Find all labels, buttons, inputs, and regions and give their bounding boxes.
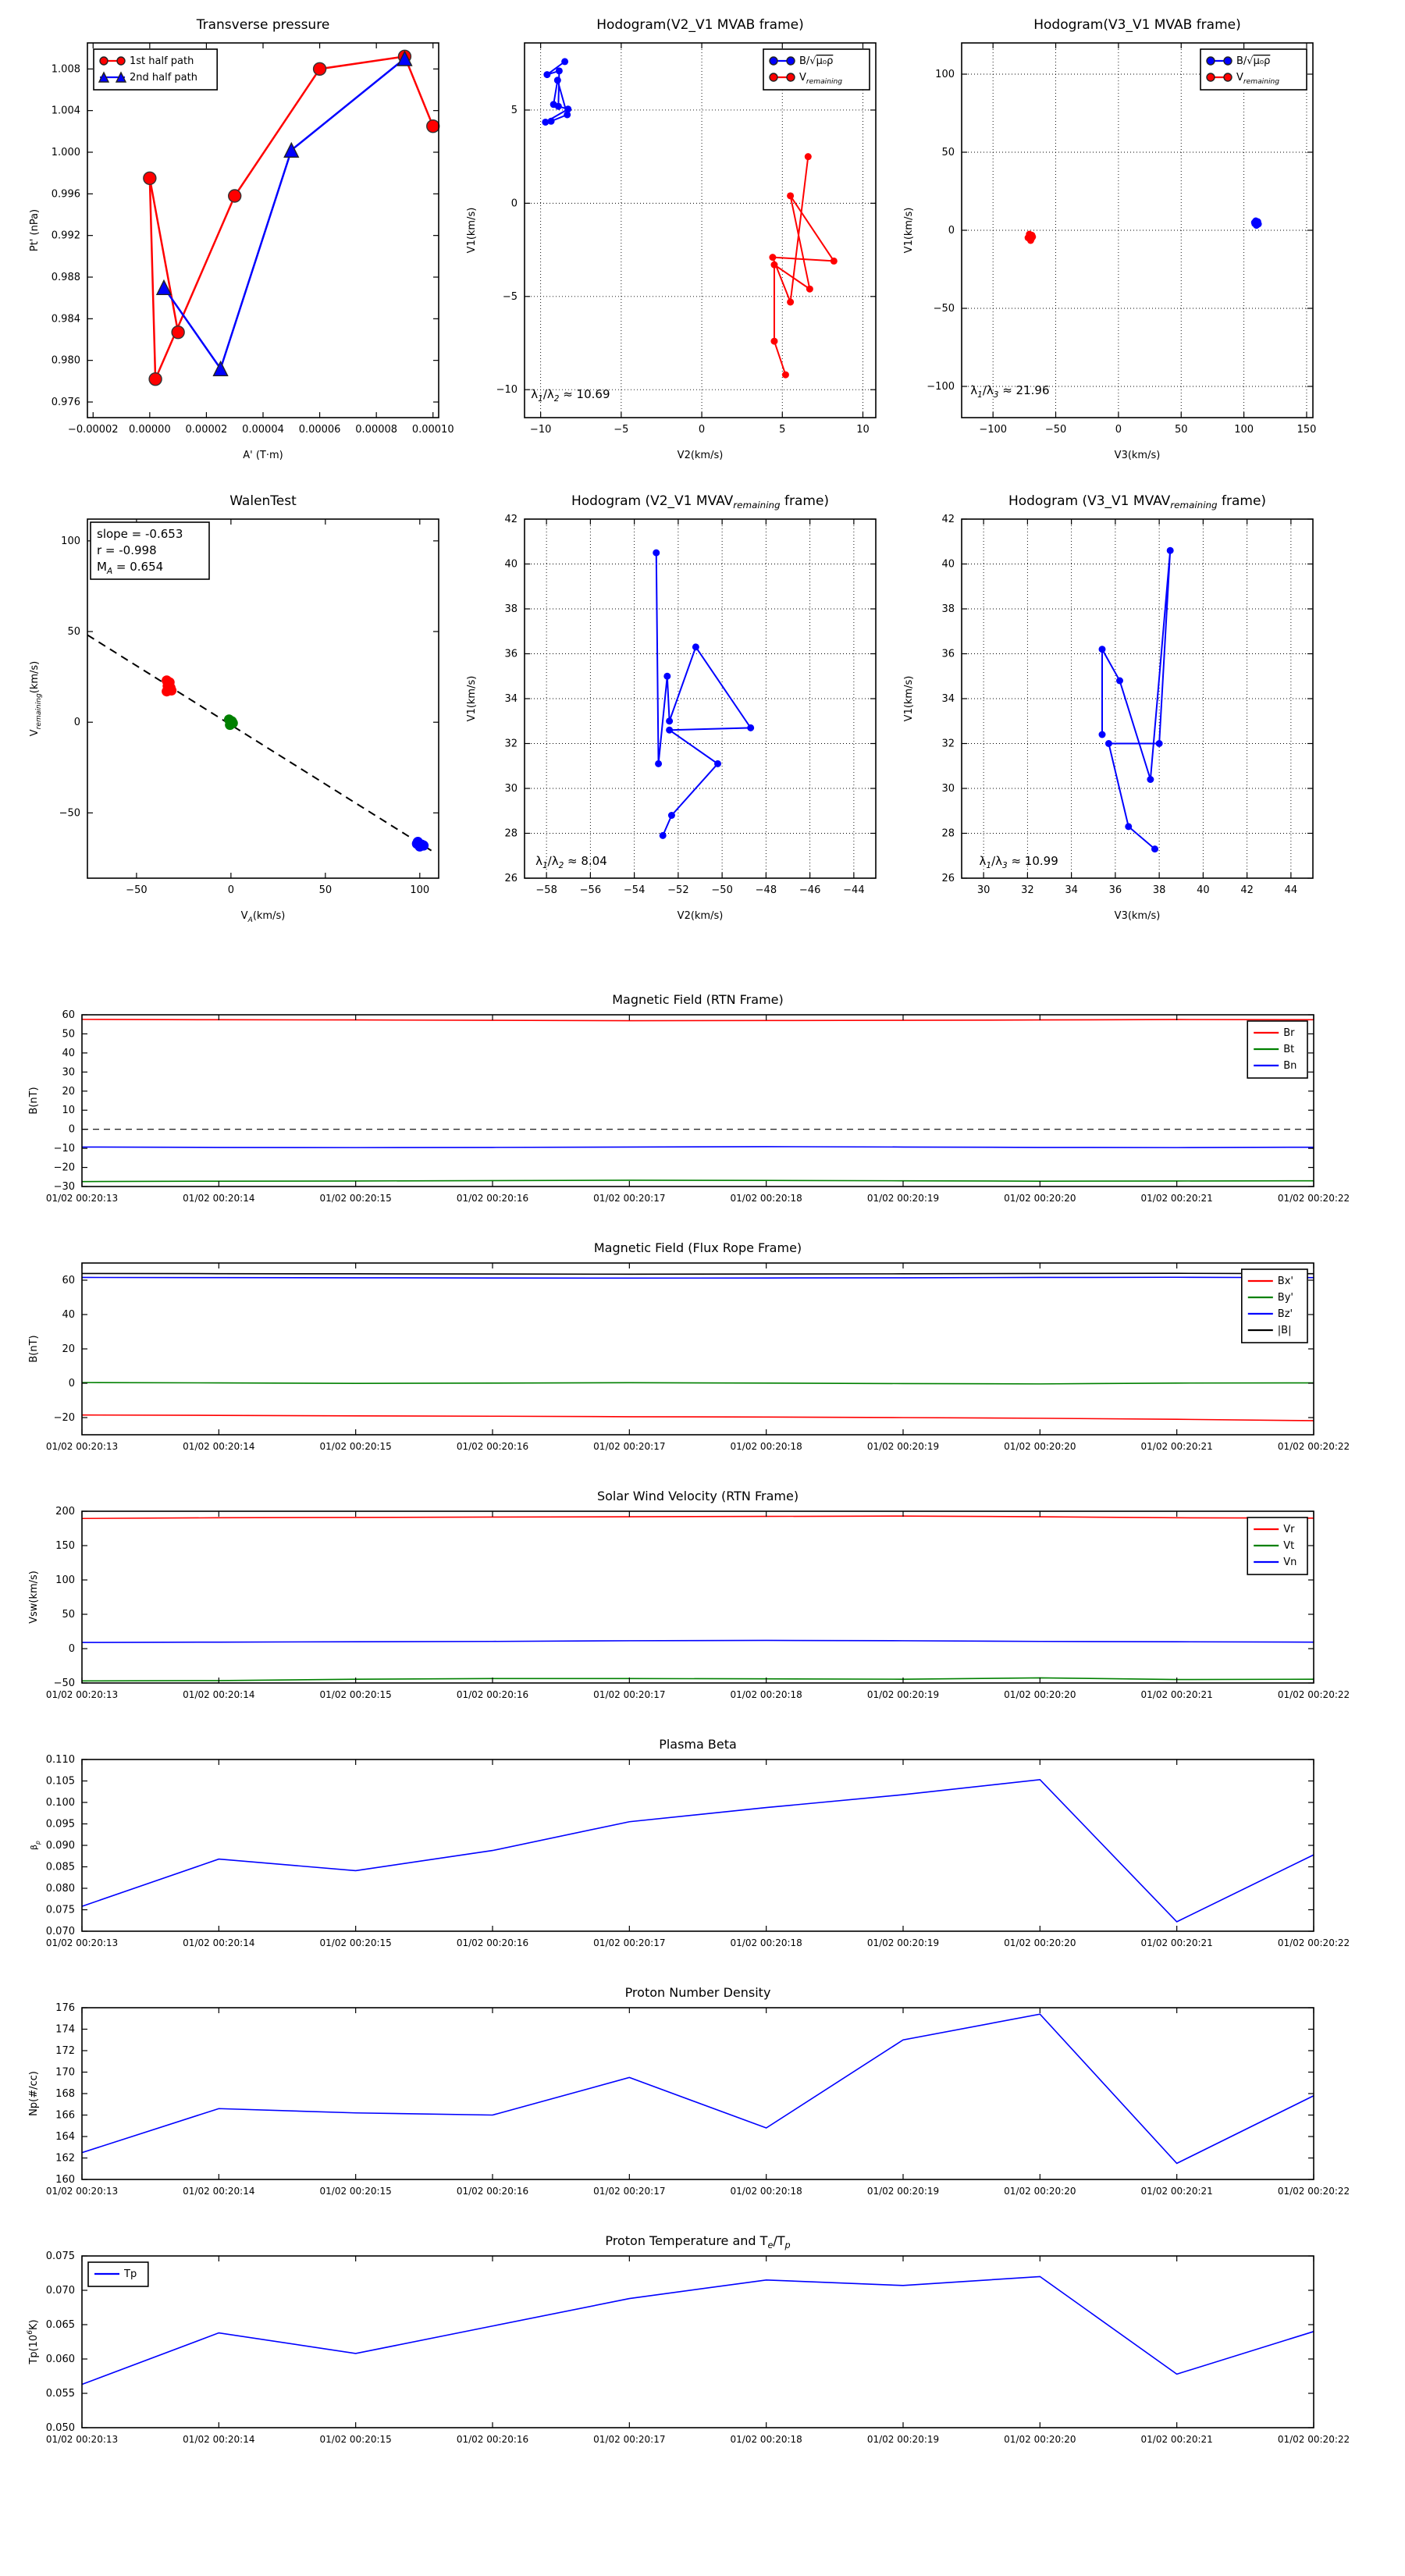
x-tick-label: 01/02 00:20:15 xyxy=(319,1689,392,1700)
y-tick-label: 160 xyxy=(55,2174,75,2186)
chart-hodogram-v3v1-mvav xyxy=(903,493,1313,922)
y-tick-label: 0.095 xyxy=(45,1818,75,1831)
y-tick-label: 5 xyxy=(510,104,518,116)
x-tick-label: 36 xyxy=(1108,884,1122,896)
x-axis-label: A' (T·m) xyxy=(243,450,283,461)
x-tick-label: 0.00006 xyxy=(298,424,341,436)
x-tick-label: 0 xyxy=(1115,424,1122,436)
y-tick-label: 0.988 xyxy=(51,272,80,283)
y-tick-label: 38 xyxy=(941,603,955,615)
annotation: $\lambda_1/\lambda_3 \approx 21.96$ xyxy=(970,383,1050,400)
x-tick-label: 01/02 00:20:18 xyxy=(730,1441,802,1452)
y-tick-label: 32 xyxy=(941,738,955,750)
x-tick-label: 01/02 00:20:17 xyxy=(593,1441,666,1452)
y-tick-label: 0.980 xyxy=(51,354,80,367)
x-tick-label: 0.00000 xyxy=(128,424,171,436)
x-tick-label: 01/02 00:20:22 xyxy=(1277,2186,1350,2197)
legend-label: |B| xyxy=(1277,1325,1292,1336)
legend-label: Vr xyxy=(1283,1524,1295,1535)
x-tick-label: 150 xyxy=(1297,424,1317,436)
x-tick-label: −0.00002 xyxy=(67,424,119,436)
x-tick-label: 01/02 00:20:14 xyxy=(183,1937,255,1948)
x-tick-label: −48 xyxy=(755,884,777,896)
y-tick-label: −10 xyxy=(53,1143,75,1155)
x-tick-label: 01/02 00:20:20 xyxy=(1004,1689,1076,1700)
y-tick-label: 0 xyxy=(68,1643,75,1655)
x-tick-label: 34 xyxy=(1065,884,1078,896)
y-axis-label: B(nT) xyxy=(28,1087,40,1115)
y-tick-label: 0.065 xyxy=(45,2319,75,2331)
y-tick-label: −30 xyxy=(53,1181,75,1193)
x-tick-label: 01/02 00:20:21 xyxy=(1140,1441,1213,1452)
x-tick-label: 01/02 00:20:14 xyxy=(183,1689,255,1700)
annotation: $\lambda_1/\lambda_3 \approx 10.99$ xyxy=(979,853,1058,870)
x-tick-label: 100 xyxy=(1234,424,1254,436)
x-tick-label: 10 xyxy=(856,424,870,436)
chart-transverse-pressure xyxy=(29,17,454,461)
x-tick-label: 01/02 00:20:20 xyxy=(1004,2434,1076,2445)
x-tick-label: 01/02 00:20:21 xyxy=(1140,1193,1213,1204)
y-tick-label: 1.000 xyxy=(51,147,80,158)
y-tick-label: 0 xyxy=(73,717,80,729)
x-tick-label: 01/02 00:20:20 xyxy=(1004,1441,1076,1452)
x-tick-label: −100 xyxy=(979,424,1008,436)
y-tick-label: 0.100 xyxy=(45,1797,75,1809)
legend-label: B/√μ₀ρ xyxy=(1236,55,1271,67)
y-tick-label: 34 xyxy=(504,693,518,705)
x-tick-label: 01/02 00:20:17 xyxy=(593,1193,666,1204)
y-tick-label: 50 xyxy=(62,1609,75,1621)
y-tick-label: 100 xyxy=(935,69,955,80)
y-tick-label: 200 xyxy=(55,1506,75,1517)
annotation: $\lambda_1/\lambda_2 \approx 8.04$ xyxy=(535,853,607,870)
x-tick-label: −54 xyxy=(623,884,646,896)
y-tick-label: 30 xyxy=(62,1066,75,1079)
legend-label: Bz' xyxy=(1277,1308,1293,1320)
legend-label: By' xyxy=(1277,1292,1293,1304)
y-axis-label: V1(km/s) xyxy=(466,207,478,254)
x-tick-label: 100 xyxy=(410,884,430,896)
y-tick-label: 30 xyxy=(504,783,518,795)
x-tick-label: −50 xyxy=(711,884,733,896)
y-tick-label: 60 xyxy=(62,1009,75,1021)
y-tick-label: 0.070 xyxy=(45,1926,75,1937)
y-tick-label: 0.080 xyxy=(45,1883,75,1895)
x-tick-label: 01/02 00:20:22 xyxy=(1277,1689,1350,1700)
x-tick-label: 01/02 00:20:16 xyxy=(456,2186,529,2197)
y-axis-label: Np(#/cc) xyxy=(28,2071,40,2116)
x-tick-label: 01/02 00:20:17 xyxy=(593,2434,666,2445)
chart-walen-test xyxy=(29,493,439,924)
y-tick-label: 150 xyxy=(55,1540,75,1552)
x-tick-label: 01/02 00:20:15 xyxy=(319,1937,392,1948)
x-tick-label: 01/02 00:20:15 xyxy=(319,1441,392,1452)
x-tick-label: 5 xyxy=(779,424,786,436)
y-tick-label: 100 xyxy=(61,535,80,547)
x-tick-label: 01/02 00:20:16 xyxy=(456,1441,529,1452)
y-tick-label: 40 xyxy=(941,558,955,571)
y-tick-label: −50 xyxy=(53,1678,75,1689)
x-tick-label: 01/02 00:20:15 xyxy=(319,1193,392,1204)
y-tick-label: 50 xyxy=(941,147,955,158)
x-tick-label: 01/02 00:20:18 xyxy=(730,1193,802,1204)
x-tick-label: 01/02 00:20:14 xyxy=(183,1441,255,1452)
y-tick-label: 26 xyxy=(504,873,518,884)
y-tick-label: 0.075 xyxy=(45,1904,75,1916)
y-tick-label: 30 xyxy=(941,783,955,795)
x-tick-label: 01/02 00:20:18 xyxy=(730,2434,802,2445)
y-axis-label: B(nT) xyxy=(28,1335,40,1363)
x-tick-label: 01/02 00:20:21 xyxy=(1140,1937,1213,1948)
x-tick-label: −58 xyxy=(535,884,557,896)
chart-title: Hodogram (V3_V1 $MVAV_{remaining}$ frame) xyxy=(1008,493,1267,511)
y-tick-label: 0 xyxy=(510,197,518,210)
x-tick-label: −50 xyxy=(1044,424,1067,436)
x-tick-label: 01/02 00:20:19 xyxy=(866,1689,940,1700)
x-tick-label: 01/02 00:20:19 xyxy=(866,1193,940,1204)
x-tick-label: 42 xyxy=(1240,884,1254,896)
y-tick-label: 28 xyxy=(504,827,518,840)
chart-plasma-beta xyxy=(29,1737,1350,1948)
x-axis-label: V2(km/s) xyxy=(677,910,724,922)
x-tick-label: 01/02 00:20:20 xyxy=(1004,1937,1076,1948)
x-tick-label: 50 xyxy=(318,884,333,896)
x-tick-label: 0.00008 xyxy=(355,424,398,436)
x-tick-label: 01/02 00:20:19 xyxy=(866,2186,940,2197)
y-tick-label: 0 xyxy=(68,1123,75,1136)
y-tick-label: 20 xyxy=(62,1343,75,1355)
x-tick-label: 0 xyxy=(227,884,235,896)
legend-label: B/√μ₀ρ xyxy=(799,55,834,67)
y-tick-label: −50 xyxy=(59,807,80,820)
chart-title: Transverse pressure xyxy=(196,17,330,33)
x-tick-label: −44 xyxy=(843,884,865,896)
y-tick-label: 0.060 xyxy=(45,2354,75,2365)
y-tick-label: 0.085 xyxy=(45,1861,75,1873)
y-tick-label: 170 xyxy=(55,2066,75,2079)
x-tick-label: −5 xyxy=(614,424,629,436)
x-tick-label: 50 xyxy=(1174,424,1188,436)
y-tick-label: 0.984 xyxy=(51,313,80,326)
y-axis-label: V1(km/s) xyxy=(466,675,478,722)
y-tick-label: 162 xyxy=(55,2152,75,2165)
x-tick-label: 01/02 00:20:17 xyxy=(593,1937,666,1948)
x-tick-label: 01/02 00:20:18 xyxy=(730,2186,802,2197)
y-tick-label: 166 xyxy=(55,2109,75,2122)
y-tick-label: 0.070 xyxy=(45,2285,75,2297)
y-tick-label: 0 xyxy=(68,1378,75,1389)
x-tick-label: 01/02 00:20:22 xyxy=(1277,2434,1350,2445)
y-tick-label: 1.008 xyxy=(51,63,80,76)
x-tick-label: 01/02 00:20:16 xyxy=(456,2434,529,2445)
chart-b-fluxrope xyxy=(28,1240,1350,1452)
y-axis-label: $V_{remaining}(km/s)$ xyxy=(29,660,43,737)
x-tick-label: 01/02 00:20:19 xyxy=(866,2434,940,2445)
y-tick-label: 0.996 xyxy=(51,188,80,201)
x-tick-label: 01/02 00:20:16 xyxy=(456,1193,529,1204)
x-tick-label: −10 xyxy=(529,424,552,436)
x-tick-label: 40 xyxy=(1197,884,1210,896)
chart-hodogram-v2v1-mvab xyxy=(466,17,876,461)
x-tick-label: 30 xyxy=(976,884,991,896)
x-tick-label: 01/02 00:20:21 xyxy=(1140,2434,1213,2445)
y-tick-label: 0.976 xyxy=(51,397,80,408)
chart-title: Proton Temperature and $T_e/T_p$ xyxy=(605,2233,791,2250)
x-tick-label: 01/02 00:20:19 xyxy=(866,1937,940,1948)
chart-title: Magnetic Field (Flux Rope Frame) xyxy=(593,1240,802,1255)
chart-title: Hodogram (V2_V1 $MVAV_{remaining}$ frame) xyxy=(571,493,830,511)
legend-label: Br xyxy=(1283,1027,1295,1039)
x-tick-label: 01/02 00:20:13 xyxy=(45,2186,119,2197)
y-tick-label: −20 xyxy=(53,1162,75,1174)
x-tick-label: 01/02 00:20:22 xyxy=(1277,1937,1350,1948)
legend-label: Bx' xyxy=(1277,1276,1293,1287)
x-tick-label: 01/02 00:20:15 xyxy=(319,2186,392,2197)
chart-proton-density xyxy=(28,1985,1350,2197)
x-axis-label: V2(km/s) xyxy=(677,450,724,461)
y-tick-label: −10 xyxy=(496,384,518,397)
legend-label: 1st half path xyxy=(130,55,194,67)
y-tick-label: 28 xyxy=(941,827,955,840)
chart-hodogram-v3v1-mvab xyxy=(903,17,1316,461)
y-tick-label: 1.004 xyxy=(51,105,80,117)
y-tick-label: 172 xyxy=(55,2045,75,2057)
y-axis-label: V1(km/s) xyxy=(903,207,915,254)
x-tick-label: 0 xyxy=(698,424,706,436)
legend-label: $V_{remaining}$ xyxy=(799,72,843,86)
x-tick-label: 01/02 00:20:14 xyxy=(183,2434,255,2445)
chart-proton-temperature xyxy=(27,2233,1350,2445)
y-axis-label: Vsw(km/s) xyxy=(28,1571,40,1624)
x-tick-label: −56 xyxy=(579,884,602,896)
y-tick-label: 176 xyxy=(55,2002,75,2014)
x-axis-label: $V_A(km/s)$ xyxy=(240,910,286,924)
x-tick-label: 01/02 00:20:13 xyxy=(45,1689,119,1700)
x-tick-label: 01/02 00:20:21 xyxy=(1140,2186,1213,2197)
chart-title: Plasma Beta xyxy=(659,1737,737,1752)
legend-label: Bt xyxy=(1283,1044,1295,1055)
y-tick-label: 50 xyxy=(62,1028,75,1041)
x-tick-label: 01/02 00:20:17 xyxy=(593,1689,666,1700)
x-tick-label: 01/02 00:20:17 xyxy=(593,2186,666,2197)
y-tick-label: 40 xyxy=(504,558,518,571)
x-tick-label: 01/02 00:20:13 xyxy=(45,1441,119,1452)
y-tick-label: −50 xyxy=(933,303,955,315)
y-tick-label: 40 xyxy=(62,1309,75,1321)
y-tick-label: 0.075 xyxy=(45,2250,75,2262)
y-tick-label: 20 xyxy=(62,1085,75,1098)
y-axis-label: $Tp(10^6K)$ xyxy=(27,2319,40,2364)
x-tick-label: 32 xyxy=(1021,884,1034,896)
y-tick-label: 26 xyxy=(941,873,955,884)
x-tick-label: −46 xyxy=(799,884,821,896)
legend-label: Vt xyxy=(1283,1540,1295,1552)
y-tick-label: 0.992 xyxy=(51,229,80,242)
y-tick-label: 36 xyxy=(504,648,518,660)
x-tick-label: 38 xyxy=(1152,884,1166,896)
x-axis-label: V3(km/s) xyxy=(1114,450,1161,461)
y-tick-label: 174 xyxy=(55,2023,75,2036)
y-tick-label: 0.050 xyxy=(45,2422,75,2434)
legend-label: Bn xyxy=(1283,1060,1297,1072)
x-tick-label: 0.00010 xyxy=(411,424,454,436)
x-tick-label: 01/02 00:20:16 xyxy=(456,1937,529,1948)
y-axis-label: V1(km/s) xyxy=(903,675,915,722)
chart-vsw-rtn xyxy=(28,1489,1350,1700)
y-tick-label: 36 xyxy=(941,648,955,660)
y-tick-label: −100 xyxy=(927,381,955,393)
annotation: $\lambda_1/\lambda_2 \approx 10.69$ xyxy=(531,386,610,404)
chart-title: WalenTest xyxy=(229,493,297,509)
x-tick-label: 01/02 00:20:13 xyxy=(45,2434,119,2445)
x-tick-label: 01/02 00:20:18 xyxy=(730,1689,802,1700)
stats-line: $M_A = 0.654$ xyxy=(97,560,164,576)
chart-title: Hodogram(V3_V1 MVAB frame) xyxy=(1033,17,1241,33)
chart-title: Solar Wind Velocity (RTN Frame) xyxy=(596,1489,799,1503)
y-tick-label: 32 xyxy=(504,738,518,750)
stats-line: slope = -0.653 xyxy=(97,527,183,541)
x-tick-label: 01/02 00:20:20 xyxy=(1004,1193,1076,1204)
y-tick-label: 60 xyxy=(62,1275,75,1286)
x-tick-label: −50 xyxy=(126,884,148,896)
chart-title: Hodogram(V2_V1 MVAB frame) xyxy=(596,17,804,33)
x-tick-label: 01/02 00:20:19 xyxy=(866,1441,940,1452)
legend-label: Tp xyxy=(124,2268,137,2280)
x-tick-label: 01/02 00:20:15 xyxy=(319,2434,392,2445)
x-tick-label: 01/02 00:20:13 xyxy=(45,1193,119,1204)
x-tick-label: 44 xyxy=(1284,884,1298,896)
legend-label: Vn xyxy=(1283,1557,1297,1568)
chart-hodogram-v2v1-mvav xyxy=(466,493,876,922)
x-tick-label: 01/02 00:20:22 xyxy=(1277,1441,1350,1452)
legend-label: 2nd half path xyxy=(130,72,197,84)
x-tick-label: −52 xyxy=(667,884,689,896)
y-axis-label: Pt' (nPa) xyxy=(29,208,41,252)
x-tick-label: 01/02 00:20:13 xyxy=(45,1937,119,1948)
y-tick-label: 42 xyxy=(941,514,955,525)
x-tick-label: 0.00004 xyxy=(242,424,284,436)
x-tick-label: 01/02 00:20:14 xyxy=(183,1193,255,1204)
y-tick-label: 50 xyxy=(67,626,80,639)
y-tick-label: 100 xyxy=(55,1574,75,1586)
legend-label: $V_{remaining}$ xyxy=(1236,72,1280,86)
y-tick-label: −5 xyxy=(502,290,518,303)
y-tick-label: 164 xyxy=(55,2131,75,2143)
x-tick-label: 0.00002 xyxy=(185,424,228,436)
x-tick-label: 01/02 00:20:14 xyxy=(183,2186,255,2197)
x-tick-label: 01/02 00:20:22 xyxy=(1277,1193,1350,1204)
y-tick-label: 0 xyxy=(948,225,955,237)
x-tick-label: 01/02 00:20:16 xyxy=(456,1689,529,1700)
y-tick-label: 0.090 xyxy=(45,1840,75,1852)
x-tick-label: 01/02 00:20:20 xyxy=(1004,2186,1076,2197)
chart-title: Magnetic Field (RTN Frame) xyxy=(612,992,784,1007)
y-tick-label: 38 xyxy=(504,603,518,615)
x-tick-label: 01/02 00:20:21 xyxy=(1140,1689,1213,1700)
stats-line: r = -0.998 xyxy=(97,543,157,557)
chart-title: Proton Number Density xyxy=(624,1985,771,2000)
y-tick-label: 168 xyxy=(55,2088,75,2100)
x-tick-label: 01/02 00:20:18 xyxy=(730,1937,802,1948)
y-tick-label: 0.055 xyxy=(45,2388,75,2400)
y-tick-label: −20 xyxy=(53,1412,75,1424)
chart-b-rtn xyxy=(28,992,1350,1204)
y-tick-label: 40 xyxy=(62,1047,75,1059)
y-tick-label: 0.110 xyxy=(45,1754,75,1766)
y-tick-label: 0.105 xyxy=(45,1775,75,1788)
x-axis-label: V3(km/s) xyxy=(1114,910,1161,922)
y-tick-label: 34 xyxy=(941,693,955,705)
y-tick-label: 42 xyxy=(504,514,518,525)
y-axis-label: $\beta_p$ xyxy=(29,1841,41,1850)
y-tick-label: 10 xyxy=(62,1105,75,1117)
